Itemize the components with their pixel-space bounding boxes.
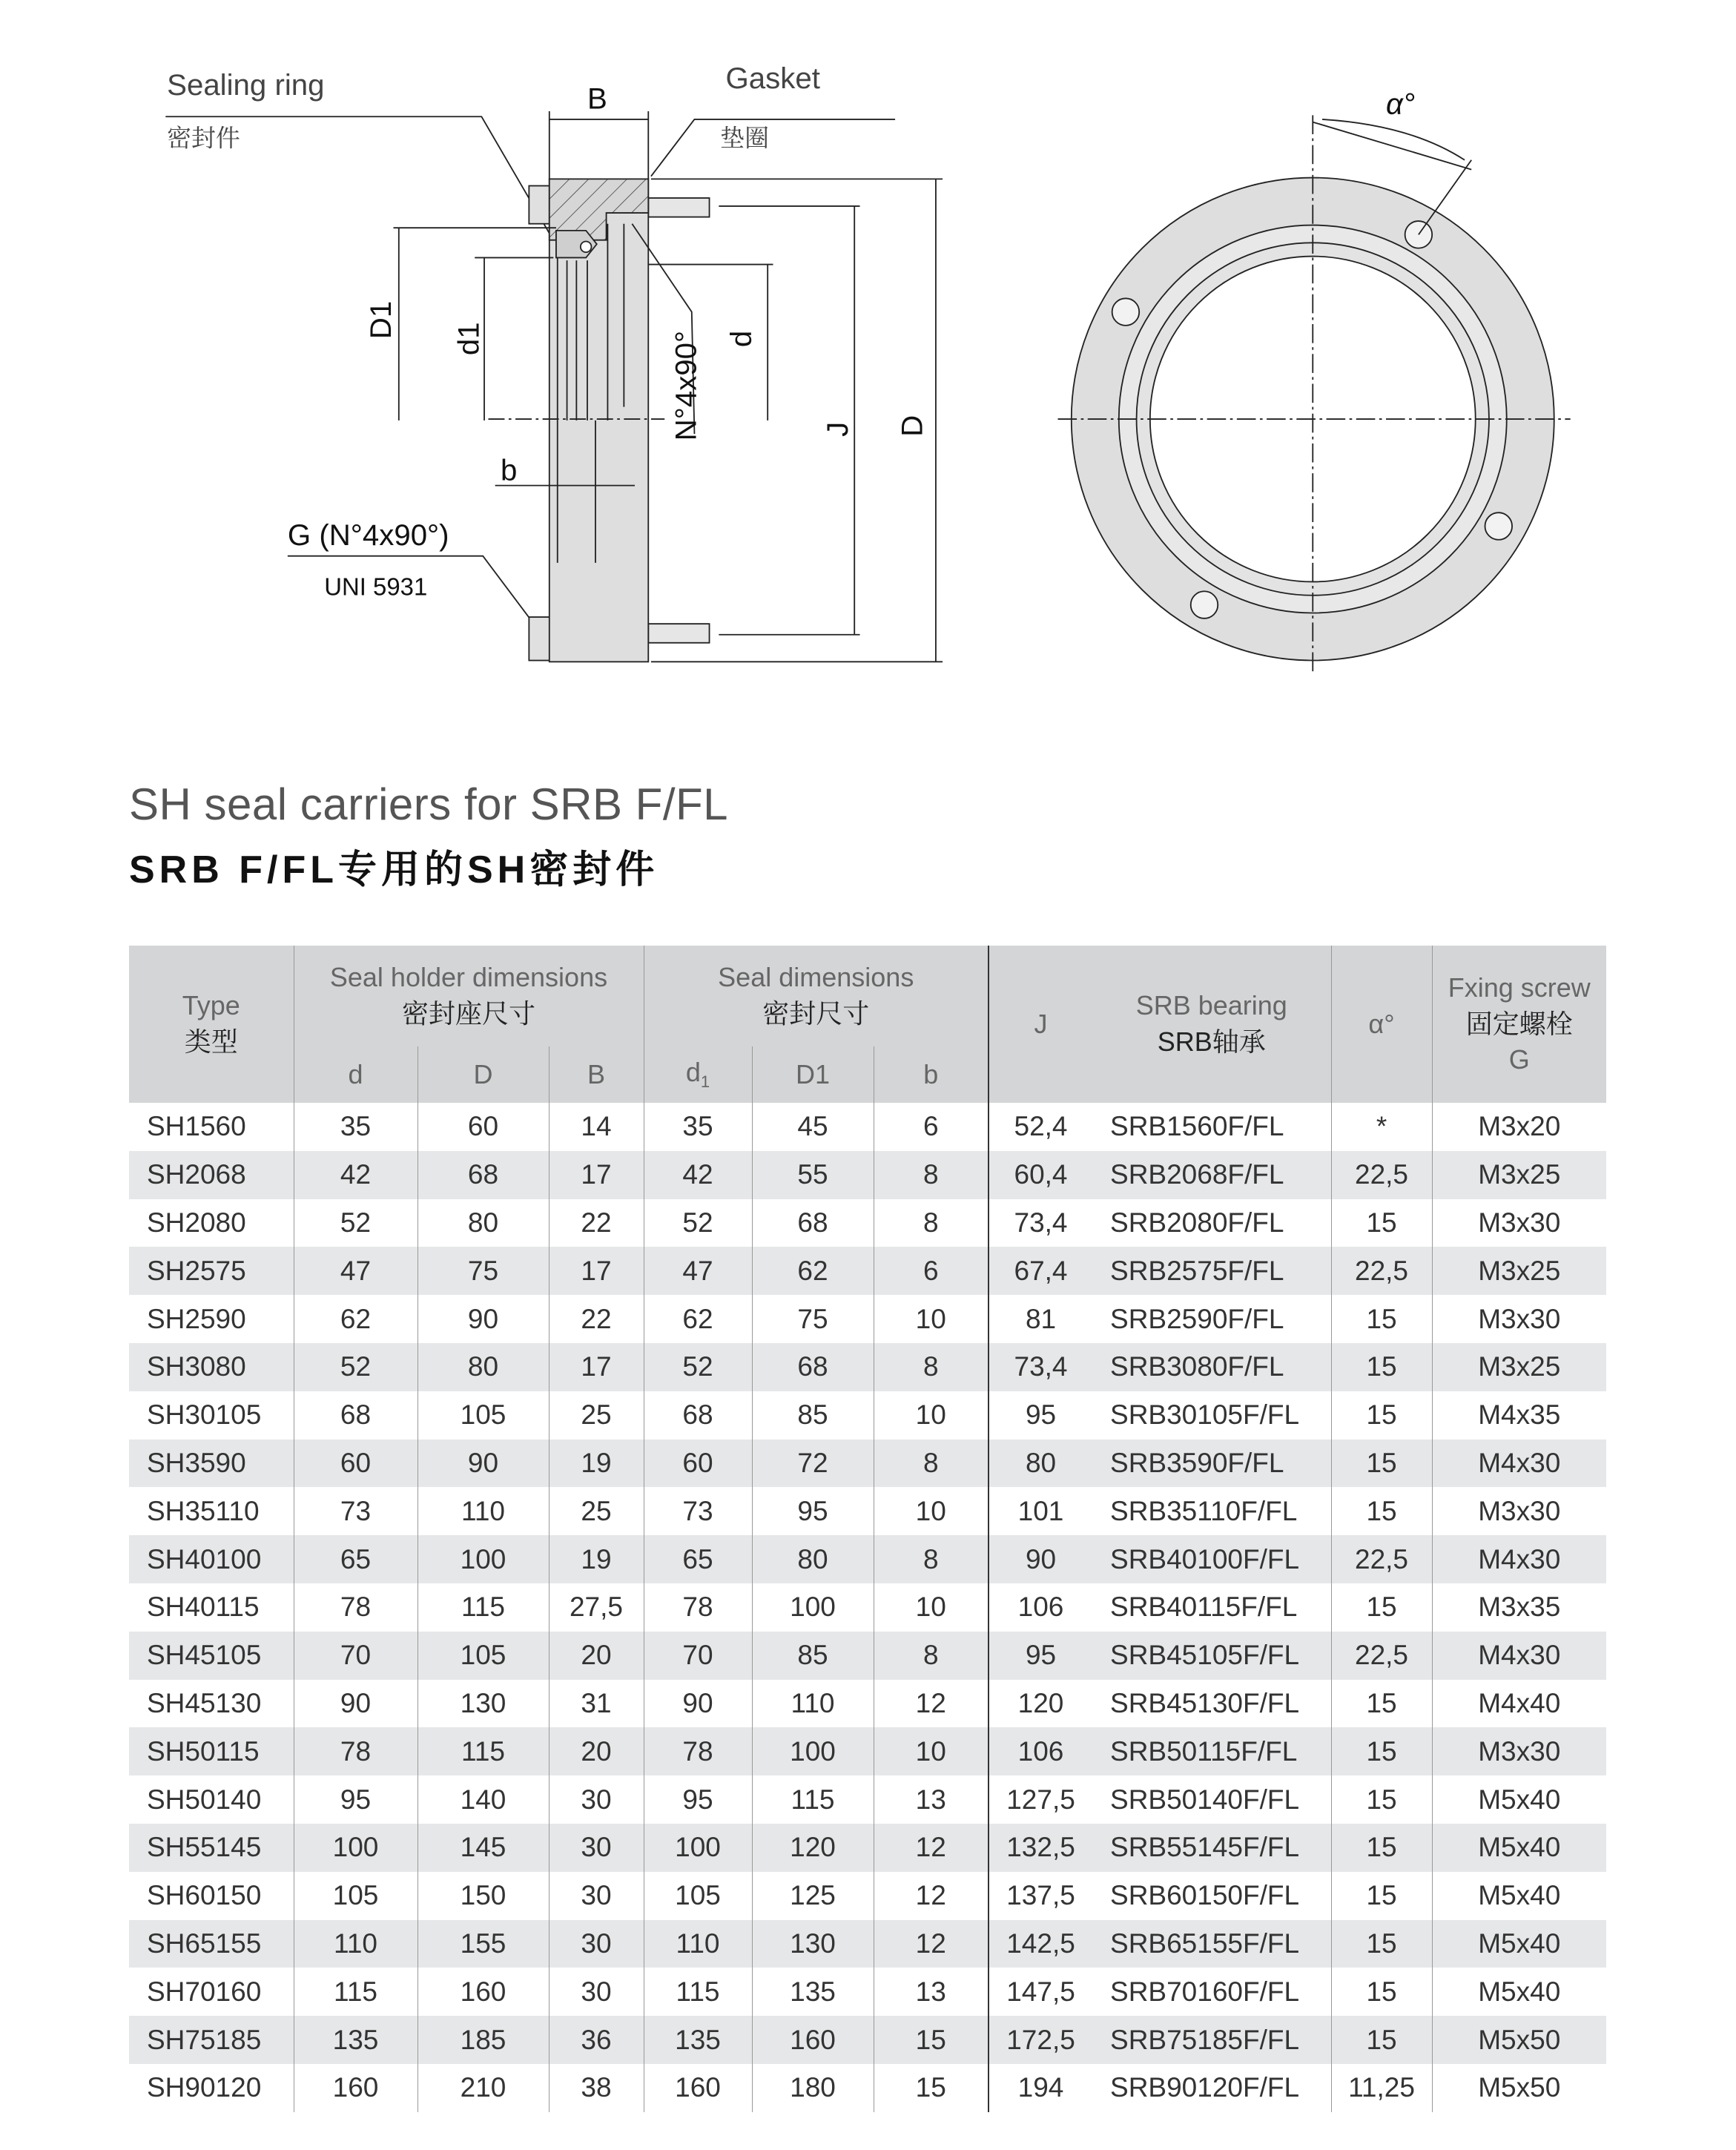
cell-screw-G: M4x35 (1432, 1391, 1606, 1440)
cell-D: 105 (418, 1391, 549, 1440)
table-row (129, 1391, 1606, 1440)
cell-alpha: 22,5 (1331, 1632, 1432, 1680)
cell-d1: 160 (644, 2064, 752, 2112)
cell-srb-bearing: SRB45130F/FL (1110, 1687, 1300, 1718)
header-type: Type 类型 (129, 946, 294, 1103)
cell-srb-bearing: SRB2590F/FL (1110, 1303, 1284, 1334)
cell-b: 10 (874, 1391, 989, 1440)
cell-type: SH2575 (129, 1247, 294, 1295)
header-B: B (549, 1046, 644, 1103)
cell-d: 95 (294, 1775, 418, 1824)
header-fixing-screw: Fxing screw 固定螺栓 G (1432, 946, 1606, 1103)
page-title: SH seal carriers for SRB F/FL (129, 779, 729, 829)
cell-d: 78 (294, 1583, 418, 1632)
cell-srb-bearing: SRB2068F/FL (1092, 1151, 1331, 1199)
cell-type: SH40115 (147, 1592, 260, 1623)
cell-srb-bearing: SRB45105F/FL (1092, 1632, 1331, 1680)
cell-screw-G: M3x30 (1432, 1295, 1606, 1343)
cell-D1: 180 (752, 2064, 874, 2112)
cell-b: 10 (874, 1727, 989, 1775)
cell-B: 17 (549, 1151, 644, 1199)
cell-b: 8 (874, 1151, 989, 1199)
cell-screw-G: M4x30 (1432, 1535, 1606, 1583)
cell-d1: 95 (644, 1775, 752, 1824)
cell-screw-G: M5x40 (1432, 1775, 1606, 1824)
cell-d: 42 (294, 1151, 418, 1199)
cell-b: 10 (874, 1487, 989, 1535)
cell-screw-G: M3x25 (1432, 1343, 1606, 1391)
cell-screw-G: M3x30 (1432, 1199, 1606, 1247)
header-alpha: α° (1331, 946, 1432, 1103)
page-subtitle: SRB F/FL专用的SH密封件 (129, 848, 659, 891)
cell-alpha: 11,25 (1331, 2064, 1432, 2112)
cell-screw-G: M5x40 (1432, 1968, 1606, 2016)
cell-D: 150 (418, 1872, 549, 1920)
cell-d1: 42 (644, 1151, 752, 1199)
cell-type: SH55145 (129, 1824, 294, 1872)
cell-type: SH1560 (147, 1111, 246, 1142)
cell-alpha: 15 (1331, 1968, 1432, 2016)
table-row (129, 1775, 1606, 1824)
cell-b: 10 (874, 1583, 989, 1632)
cell-D1: 80 (752, 1535, 874, 1583)
cell-alpha: 22,5 (1331, 1151, 1432, 1199)
cell-B: 14 (549, 1103, 644, 1151)
cell-B: 20 (549, 1632, 644, 1680)
cell-B: 30 (549, 1968, 644, 2016)
dim-D1: D1 (363, 300, 397, 340)
dim-B: B (587, 82, 607, 116)
cell-alpha: 15 (1331, 1199, 1432, 1247)
cell-D1: 72 (752, 1440, 874, 1488)
header-seal-holder: Seal holder dimensions 密封座尺寸 (294, 946, 644, 1046)
cell-B: 17 (549, 1343, 644, 1391)
cell-J: 52,4 (989, 1103, 1092, 1151)
table-row (129, 2016, 1606, 2064)
cell-srb-bearing: SRB90120F/FL (1110, 2072, 1300, 2103)
header-J: J (989, 946, 1092, 1103)
table-row (129, 1103, 1606, 1151)
cell-D1: 135 (752, 1968, 874, 2016)
header-d: d (294, 1046, 418, 1103)
cell-type: SH30105 (147, 1399, 262, 1431)
cell-srb-bearing: SRB65155F/FL (1092, 1920, 1331, 1968)
cell-D: 140 (418, 1775, 549, 1824)
cell-B: 22 (549, 1199, 644, 1247)
cell-srb-bearing: SRB35110F/FL (1110, 1495, 1298, 1526)
header-b: b (874, 1046, 989, 1103)
dim-n4x90: N°4x90° (669, 330, 703, 441)
cell-d: 52 (294, 1343, 418, 1391)
cell-B: 25 (549, 1391, 644, 1440)
cell-d: 160 (294, 2064, 418, 2112)
cell-b: 15 (874, 2016, 989, 2064)
cell-B: 38 (549, 2064, 644, 2112)
cell-b: 8 (874, 1199, 989, 1247)
cell-J: 147,5 (989, 1968, 1092, 2016)
cell-srb-bearing: SRB70160F/FL (1110, 1976, 1300, 2007)
cell-D1: 85 (752, 1632, 874, 1680)
cell-srb-bearing: SRB75185F/FL (1092, 2016, 1331, 2064)
table-row (129, 1920, 1606, 1968)
cell-J: 73,4 (989, 1199, 1092, 1247)
cell-D: 155 (418, 1920, 549, 1968)
cell-B: 19 (549, 1535, 644, 1583)
cell-J: 106 (989, 1727, 1092, 1775)
cell-D: 75 (418, 1247, 549, 1295)
cell-d: 52 (294, 1199, 418, 1247)
cell-d1: 73 (644, 1487, 752, 1535)
dim-J: J (821, 421, 855, 437)
cell-d1: 60 (644, 1440, 752, 1488)
cell-J: 194 (989, 2064, 1092, 2112)
cell-d1: 100 (644, 1824, 752, 1872)
cell-D1: 125 (752, 1872, 874, 1920)
cell-alpha: 15 (1331, 1583, 1432, 1632)
cell-srb-bearing: SRB40115F/FL (1110, 1592, 1298, 1623)
cell-type: SH60150 (147, 1880, 262, 1911)
cell-screw-G: M3x35 (1432, 1583, 1606, 1632)
sealing-ring-label: Sealing ring (167, 68, 325, 102)
cell-d1: 65 (644, 1535, 752, 1583)
cell-d: 70 (294, 1632, 418, 1680)
cell-d: 60 (294, 1440, 418, 1488)
cell-alpha: 22,5 (1331, 1247, 1432, 1295)
cell-D: 145 (418, 1824, 549, 1872)
cell-J: 137,5 (989, 1872, 1092, 1920)
table-row (129, 1583, 1606, 1632)
cell-alpha: 15 (1331, 1391, 1432, 1440)
cell-srb-bearing: SRB60150F/FL (1110, 1880, 1300, 1911)
cell-b: 8 (874, 1535, 989, 1583)
table-row (129, 1680, 1606, 1728)
cell-J: 101 (989, 1487, 1092, 1535)
cell-srb-bearing: SRB3590F/FL (1092, 1440, 1331, 1488)
cell-type: SH45105 (129, 1632, 294, 1680)
cell-D1: 115 (752, 1775, 874, 1824)
table-row (129, 1440, 1606, 1488)
cell-D: 90 (418, 1440, 549, 1488)
cell-J: 120 (989, 1680, 1092, 1728)
cell-d: 135 (294, 2016, 418, 2064)
cell-d1: 78 (644, 1727, 752, 1775)
cell-screw-G: M5x40 (1432, 1824, 1606, 1872)
table-row (129, 1295, 1606, 1343)
cell-d1: 110 (644, 1920, 752, 1968)
gasket-label: Gasket (725, 61, 820, 95)
table-row (129, 2064, 1606, 2112)
cell-b: 12 (874, 1872, 989, 1920)
cell-d: 115 (294, 1968, 418, 2016)
cell-type: SH50140 (147, 1784, 262, 1815)
cell-D1: 100 (752, 1583, 874, 1632)
cell-B: 20 (549, 1727, 644, 1775)
table-row (129, 1968, 1606, 2016)
cell-screw-G: M4x40 (1432, 1680, 1606, 1728)
table-row (129, 1487, 1606, 1535)
cell-J: 172,5 (989, 2016, 1092, 2064)
cell-type: SH40100 (129, 1535, 294, 1583)
cell-d: 68 (294, 1391, 418, 1440)
cell-d1: 52 (644, 1199, 752, 1247)
cell-B: 17 (549, 1247, 644, 1295)
cell-d1: 105 (644, 1872, 752, 1920)
cell-d: 47 (294, 1247, 418, 1295)
cell-J: 106 (989, 1583, 1092, 1632)
cell-alpha: 15 (1331, 1920, 1432, 1968)
cell-D: 115 (418, 1583, 549, 1632)
cell-type: SH2068 (129, 1151, 294, 1199)
dim-b: b (500, 453, 518, 487)
cell-type: SH90120 (147, 2072, 262, 2103)
alpha-label: α° (1386, 87, 1416, 121)
cell-d1: 35 (644, 1103, 752, 1151)
cell-type: SH3080 (129, 1343, 294, 1391)
cell-b: 15 (874, 2064, 989, 2112)
cell-type: SH50115 (129, 1727, 294, 1775)
cell-B: 30 (549, 1775, 644, 1824)
cell-J: 73,4 (989, 1343, 1092, 1391)
cell-alpha: 15 (1331, 1727, 1432, 1775)
cell-screw-G: M5x50 (1432, 2064, 1606, 2112)
table-row (129, 1872, 1606, 1920)
cell-d1: 47 (644, 1247, 752, 1295)
table-row (129, 1727, 1606, 1775)
cell-d1: 90 (644, 1680, 752, 1728)
seal-carrier-table (129, 946, 1606, 2112)
uni-label: UNI 5931 (324, 573, 428, 601)
cell-screw-G: M3x25 (1432, 1247, 1606, 1295)
table-row (129, 1343, 1606, 1391)
cell-d: 73 (294, 1487, 418, 1535)
cell-D: 60 (418, 1103, 549, 1151)
cell-D: 210 (418, 2064, 549, 2112)
sealing-ring-cn-label: 密封件 (167, 124, 240, 152)
cell-screw-G: M4x30 (1432, 1632, 1606, 1680)
cell-d: 35 (294, 1103, 418, 1151)
cell-b: 12 (874, 1680, 989, 1728)
cell-screw-G: M3x30 (1432, 1727, 1606, 1775)
cell-J: 60,4 (989, 1151, 1092, 1199)
cell-D: 80 (418, 1199, 549, 1247)
cell-alpha: * (1331, 1103, 1432, 1151)
cell-b: 8 (874, 1343, 989, 1391)
cell-type: SH70160 (147, 1976, 262, 2007)
cell-B: 22 (549, 1295, 644, 1343)
screw-G-label: G (N°4x90°) (287, 518, 449, 553)
cell-srb-bearing: SRB3080F/FL (1092, 1343, 1331, 1391)
cell-b: 10 (874, 1295, 989, 1343)
cell-b: 8 (874, 1440, 989, 1488)
cell-d1: 78 (644, 1583, 752, 1632)
cell-J: 127,5 (989, 1775, 1092, 1824)
cell-D: 100 (418, 1535, 549, 1583)
cell-b: 12 (874, 1824, 989, 1872)
cell-J: 132,5 (989, 1824, 1092, 1872)
dim-d1: d1 (452, 322, 486, 356)
header-d1: $d_1$ (644, 1046, 752, 1103)
cell-J: 95 (989, 1391, 1092, 1440)
cell-D: 160 (418, 1968, 549, 2016)
cell-J: 142,5 (989, 1920, 1092, 1968)
cell-J: 95 (989, 1632, 1092, 1680)
cell-d1: 70 (644, 1632, 752, 1680)
cell-srb-bearing: SRB40100F/FL (1092, 1535, 1331, 1583)
cell-srb-bearing: SRB2080F/FL (1110, 1207, 1284, 1238)
cell-D1: 62 (752, 1247, 874, 1295)
cell-B: 27,5 (549, 1583, 644, 1632)
cell-alpha: 15 (1331, 2016, 1432, 2064)
cell-D: 90 (418, 1295, 549, 1343)
cell-D1: 100 (752, 1727, 874, 1775)
table-row (129, 1632, 1606, 1680)
table-row (129, 1535, 1606, 1583)
cell-B: 25 (549, 1487, 644, 1535)
cell-b: 8 (874, 1632, 989, 1680)
cell-d: 105 (294, 1872, 418, 1920)
cell-B: 19 (549, 1440, 644, 1488)
cell-srb-bearing: SRB2575F/FL (1092, 1247, 1331, 1295)
cell-type: SH65155 (129, 1920, 294, 1968)
cell-d: 90 (294, 1680, 418, 1728)
cell-D1: 75 (752, 1295, 874, 1343)
cell-d: 110 (294, 1920, 418, 1968)
cell-J: 90 (989, 1535, 1092, 1583)
cell-B: 31 (549, 1680, 644, 1728)
cell-srb-bearing: SRB50115F/FL (1092, 1727, 1331, 1775)
cell-D1: 120 (752, 1824, 874, 1872)
cell-J: 67,4 (989, 1247, 1092, 1295)
cell-screw-G: M3x25 (1432, 1151, 1606, 1199)
cell-B: 36 (549, 2016, 644, 2064)
cell-srb-bearing: SRB1560F/FL (1110, 1111, 1284, 1142)
cell-D1: 160 (752, 2016, 874, 2064)
cell-J: 80 (989, 1440, 1092, 1488)
cell-D: 115 (418, 1727, 549, 1775)
cell-type: SH45130 (147, 1687, 262, 1718)
table-row (129, 1247, 1606, 1295)
header-srb-bearing: SRB bearing SRB轴承 (1092, 946, 1331, 1103)
cell-b: 6 (874, 1103, 989, 1151)
cell-d: 100 (294, 1824, 418, 1872)
cell-d1: 52 (644, 1343, 752, 1391)
gasket-cn-label: 垫圈 (720, 124, 770, 152)
cell-b: 13 (874, 1968, 989, 2016)
cell-srb-bearing: SRB50140F/FL (1110, 1784, 1300, 1815)
cell-srb-bearing: SRB55145F/FL (1092, 1824, 1331, 1872)
cell-type: SH3590 (129, 1440, 294, 1488)
cell-D: 110 (418, 1487, 549, 1535)
table-row (129, 1824, 1606, 1872)
cell-type: SH35110 (147, 1495, 260, 1526)
front-view (1058, 115, 1571, 675)
cell-D1: 68 (752, 1343, 874, 1391)
cell-d1: 68 (644, 1391, 752, 1440)
cell-alpha: 15 (1331, 1680, 1432, 1728)
header-D: D (418, 1046, 549, 1103)
cell-screw-G: M5x50 (1432, 2016, 1606, 2064)
cell-alpha: 15 (1331, 1824, 1432, 1872)
cell-D1: 85 (752, 1391, 874, 1440)
cell-screw-G: M5x40 (1432, 1872, 1606, 1920)
cell-alpha: 22,5 (1331, 1535, 1432, 1583)
technical-drawing (0, 0, 1736, 759)
cell-B: 30 (549, 1824, 644, 1872)
cell-srb-bearing: SRB30105F/FL (1110, 1399, 1300, 1431)
cell-d: 78 (294, 1727, 418, 1775)
cell-d1: 115 (644, 1968, 752, 2016)
cell-b: 12 (874, 1920, 989, 1968)
cell-alpha: 15 (1331, 1295, 1432, 1343)
cell-alpha: 15 (1331, 1440, 1432, 1488)
cell-D: 185 (418, 2016, 549, 2064)
cell-D1: 130 (752, 1920, 874, 1968)
cell-alpha: 15 (1331, 1775, 1432, 1824)
header-D1: D1 (752, 1046, 874, 1103)
cell-D: 130 (418, 1680, 549, 1728)
dim-d: d (725, 330, 759, 348)
cell-alpha: 15 (1331, 1487, 1432, 1535)
cell-D1: 110 (752, 1680, 874, 1728)
cell-screw-G: M4x30 (1432, 1440, 1606, 1488)
dim-D: D (895, 415, 929, 437)
cross-section-view (165, 111, 943, 662)
cell-d1: 135 (644, 2016, 752, 2064)
cell-B: 30 (549, 1920, 644, 1968)
cell-D1: 95 (752, 1487, 874, 1535)
cell-alpha: 15 (1331, 1872, 1432, 1920)
cell-alpha: 15 (1331, 1343, 1432, 1391)
cell-D1: 68 (752, 1199, 874, 1247)
cell-type: SH2080 (147, 1207, 246, 1238)
cell-D1: 45 (752, 1103, 874, 1151)
cell-d1: 62 (644, 1295, 752, 1343)
cell-B: 30 (549, 1872, 644, 1920)
cell-screw-G: M5x40 (1432, 1920, 1606, 1968)
cell-type: SH2590 (147, 1303, 246, 1334)
table-row (129, 1199, 1606, 1247)
cell-screw-G: M3x20 (1432, 1103, 1606, 1151)
cell-D: 68 (418, 1151, 549, 1199)
header-seal-dimensions: Seal dimensions 密封尺寸 (644, 946, 989, 1046)
cell-d: 65 (294, 1535, 418, 1583)
cell-J: 81 (989, 1295, 1092, 1343)
cell-D: 80 (418, 1343, 549, 1391)
cell-screw-G: M3x30 (1432, 1487, 1606, 1535)
cell-type: SH75185 (129, 2016, 294, 2064)
cell-D: 105 (418, 1632, 549, 1680)
cell-b: 6 (874, 1247, 989, 1295)
table-row (129, 1151, 1606, 1199)
cell-D1: 55 (752, 1151, 874, 1199)
cell-d: 62 (294, 1295, 418, 1343)
cell-b: 13 (874, 1775, 989, 1824)
